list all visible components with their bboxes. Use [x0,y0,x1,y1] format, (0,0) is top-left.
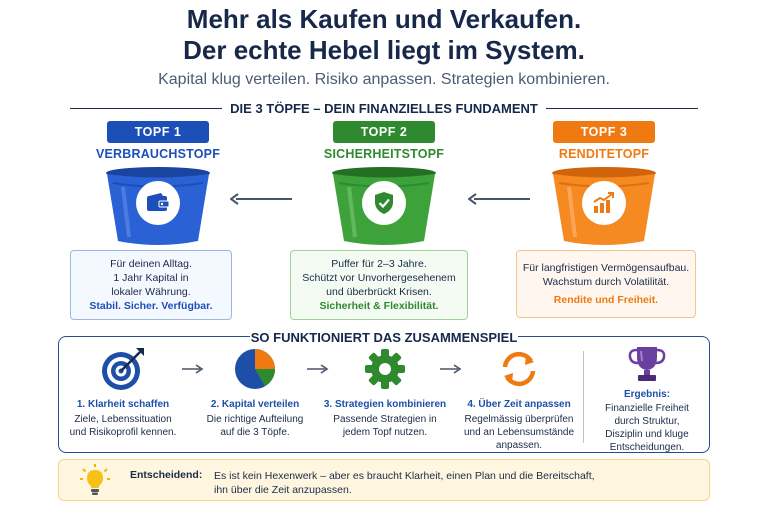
cycle-arrows-icon [454,345,584,393]
flow-divider [583,351,584,443]
decisive-text-line: Es ist kein Hexenwerk – aber es braucht Klarheit, einen Plan und die Bereitschaft, [214,470,595,482]
trophy-icon [586,343,708,383]
result-title: Ergebnis: [623,389,671,400]
pot-emphasis: Sicherheit & Flexibilität. [319,300,439,312]
step-text-line: auf die 3 Töpfe. [220,427,290,438]
pots-section-heading-text: DIE 3 TÖPFE – DEIN FINANZIELLES FUNDAMENT [230,100,538,116]
pot-badge: TOPF 1 [107,121,209,143]
step-text [190,413,320,439]
wallet-icon [136,181,180,225]
pot-description-1 [70,250,232,320]
bucket-icon-orange [549,167,659,247]
pot-emphasis: Rendite und Freiheit. [553,294,659,306]
pot-name: VERBRAUCHSTOPF [95,147,221,161]
arrow-left-icon [230,193,292,205]
flow-step-2 [190,345,320,439]
decisive-text [214,469,634,497]
flow-section-heading-text: SO FUNKTIONIERT DAS ZUSAMMENSPIEL [250,329,518,345]
result-text-line: Finanzielle Freiheit [605,403,689,414]
pot-text-line: Puffer für 2–3 Jahre. [331,258,427,270]
decisive-text-line: ihn über die Zeit anzupassen. [214,484,352,496]
step-text-line: und Risikoprofil kennen. [69,427,177,438]
lightbulb-icon [80,464,110,501]
page-title-line-2: Der echte Hebel liegt im System. [183,35,585,65]
pot-text-line: Schützt vor Unvorhergesehenem [302,272,456,284]
growth-chart-icon [582,181,626,225]
pot-renditetopf [514,121,694,247]
pot-description-2 [290,250,468,320]
step-text [454,413,584,452]
pot-text-line: und überbrückt Krisen. [326,286,432,298]
pot-text-line: 1 Jahr Kapital in [113,272,189,284]
step-text-line: Passende Strategien in [333,414,437,425]
step-title: 4. Über Zeit anpassen [467,399,571,410]
gear-icon [320,345,450,393]
flow-step-4 [454,345,584,452]
flow-step-1 [58,345,188,439]
pot-description-3 [516,250,696,318]
step-text-line: anpassen. [495,440,543,451]
flow-section-heading [250,329,518,345]
step-title: 1. Klarheit schaffen [76,399,170,410]
bucket-icon-green [329,167,439,247]
pot-text-line: Wachstum durch Volatilität. [542,276,670,288]
pot-sicherheitstopf [294,121,474,247]
step-title: 3. Strategien kombinieren [323,399,447,410]
result-text-line: durch Struktur, [614,416,680,427]
pot-name: SICHERHEITSTOPF [323,147,445,161]
step-text-line: Regelmässig überprüfen [464,414,574,425]
pot-text-line: Für deinen Alltag. [110,258,192,270]
result-text-line: Entscheidungen. [609,442,685,453]
page-subtitle: Kapital klug verteilen. Risiko anpassen. Strategien kombinieren. [158,71,610,88]
pot-emphasis: Stabil. Sicher. Verfügbar. [89,300,213,312]
heading-rule-left [70,108,222,109]
step-text [320,413,450,439]
result-text-line: Disziplin und kluge [605,429,689,440]
step-text-line: jedem Topf nutzen. [342,427,428,438]
step-text-line: Die richtige Aufteilung [206,414,304,425]
heading-rule-right [546,108,698,109]
pot-text-line: Für langfristigen Vermögensaufbau. [522,262,690,274]
pot-badge: TOPF 3 [553,121,655,143]
step-text-line: und an Lebensumstände [463,427,575,438]
bucket-icon-blue [103,167,213,247]
target-icon [58,345,188,393]
pie-chart-icon [190,345,320,393]
flow-step-3 [320,345,450,439]
shield-check-icon [362,181,406,225]
pot-verbrauchstopf [68,121,248,247]
result-text [586,402,708,454]
pot-name: RENDITETOPF [558,147,650,161]
flow-result [586,343,708,454]
pots-section-heading [70,100,698,116]
step-text-line: Ziele, Lebenssituation [74,414,172,425]
step-title: 2. Kapital verteilen [210,399,300,410]
decisive-label: Entscheidend: [130,469,203,481]
pot-badge: TOPF 2 [333,121,435,143]
pot-text-line: lokaler Währung. [111,286,191,298]
page-title-line-1: Mehr als Kaufen und Verkaufen. [186,4,582,34]
step-text [58,413,188,439]
